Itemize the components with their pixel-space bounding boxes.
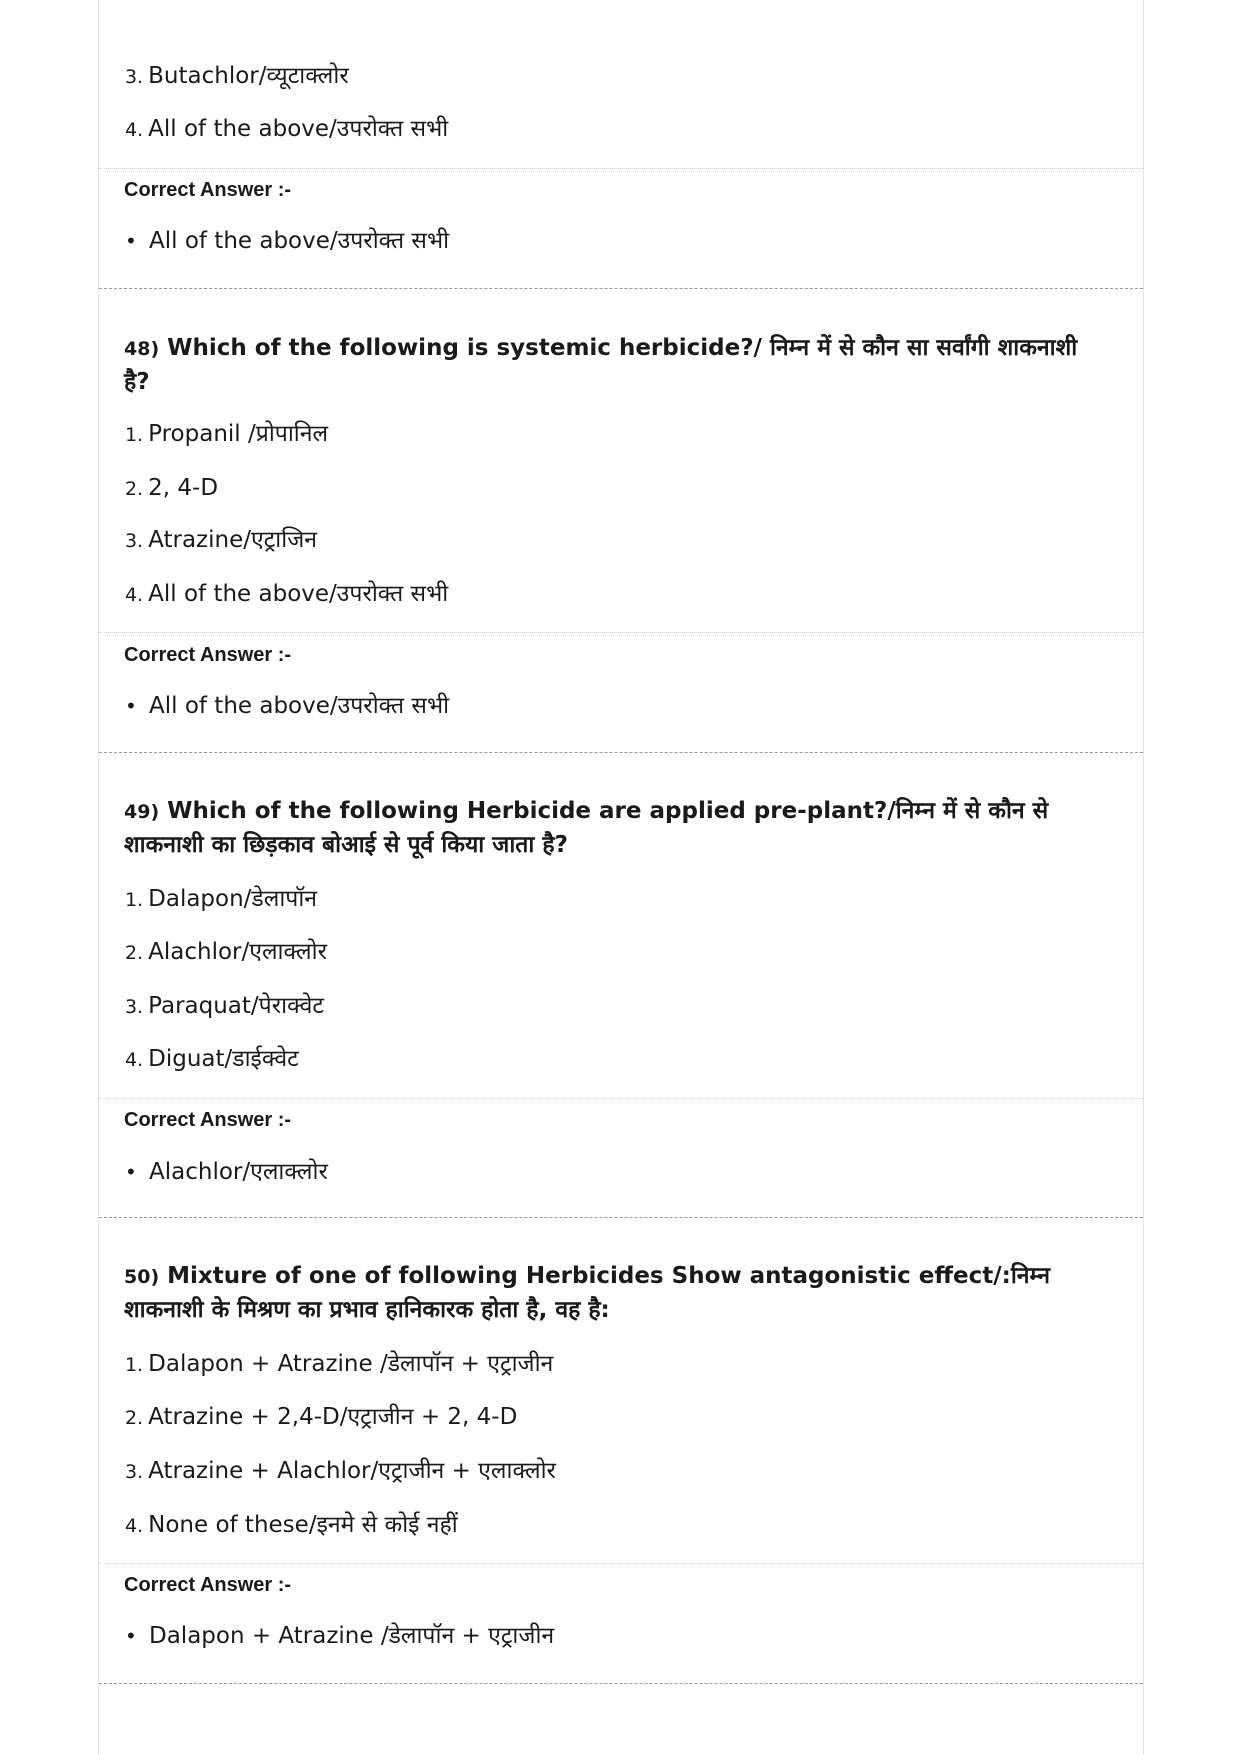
q48-option-4 — [125, 580, 448, 609]
option-text: Butachlor/व्यूटाक्लोर — [148, 63, 349, 89]
option-number: 1. — [125, 1354, 144, 1376]
option-number: 4. — [125, 119, 144, 141]
answer-divider — [99, 168, 1143, 169]
option-number: 2. — [125, 1407, 144, 1429]
question-divider — [99, 1217, 1143, 1218]
option-number: 3. — [125, 66, 144, 88]
q49-option-4 — [125, 1045, 299, 1074]
correct-answer-heading: Correct Answer :- — [124, 1574, 292, 1596]
document-page — [98, 0, 1144, 1755]
option-text: Atrazine/एट्राजिन — [148, 527, 318, 553]
option-text: All of the above/उपरोक्त सभी — [148, 581, 449, 607]
option-number: 4. — [125, 584, 144, 606]
option-number: 1. — [125, 424, 144, 446]
bullet-icon: • — [125, 229, 137, 253]
q49-question — [124, 795, 1104, 862]
answer-text: Dalapon + Atrazine /डेलापॉन + एट्राजीन — [149, 1623, 555, 1649]
answer-divider — [99, 1098, 1143, 1099]
option-text: All of the above/उपरोक्त सभी — [148, 116, 449, 142]
option-number: 3. — [125, 996, 144, 1018]
correct-answer-heading: Correct Answer :- — [124, 179, 292, 201]
option-text: Dalapon + Atrazine /डेलापॉन + एट्राजीन — [148, 1351, 554, 1377]
q49-option-2 — [125, 938, 327, 967]
question-number: 49) — [124, 801, 160, 823]
question-number: 50) — [124, 1266, 160, 1288]
option-number: 3. — [125, 1461, 144, 1483]
option-number: 4. — [125, 1049, 144, 1071]
question-divider — [99, 752, 1143, 753]
q48-correct-answer — [125, 692, 449, 720]
answer-text: Alachlor/एलाक्लोर — [149, 1159, 328, 1185]
answer-divider — [99, 632, 1143, 633]
bullet-icon: • — [125, 1160, 137, 1184]
q50-option-2 — [125, 1403, 517, 1432]
option-number: 2. — [125, 478, 144, 500]
correct-answer-heading: Correct Answer :- — [124, 1109, 292, 1131]
q48-option-1 — [125, 420, 328, 449]
bullet-icon: • — [125, 694, 137, 718]
question-text: Mixture of one of following Herbicides Show antagonistic effect/:निम्न शाकनाशी के मिश्रण का प्रभाव हानिकारक होता है, वह है: — [124, 1263, 1051, 1323]
q49-correct-answer — [125, 1158, 328, 1186]
question-divider — [99, 288, 1143, 289]
correct-answer-heading: Correct Answer :- — [124, 644, 292, 666]
option-text: Atrazine + Alachlor/एट्राजीन + एलाक्लोर — [148, 1458, 556, 1484]
q50-option-3 — [125, 1457, 556, 1486]
option-number: 4. — [125, 1515, 144, 1537]
answer-text: All of the above/उपरोक्त सभी — [149, 228, 450, 254]
q48-option-2 — [125, 474, 218, 503]
option-text: Dalapon/डेलापॉन — [148, 886, 318, 912]
q50-option-4 — [125, 1511, 458, 1540]
q50-question — [124, 1260, 1104, 1327]
q47-option-4 — [125, 115, 448, 144]
option-text: 2, 4-D — [148, 475, 219, 501]
question-divider — [99, 1683, 1143, 1684]
option-number: 3. — [125, 530, 144, 552]
q47-correct-answer — [125, 227, 449, 255]
option-text: Propanil /प्रोपानिल — [148, 421, 329, 447]
q49-option-3 — [125, 992, 324, 1021]
q48-option-3 — [125, 526, 317, 555]
question-text: Which of the following is systemic herbicide?/ निम्न में से कौन सा सर्वांगी शाकनाशी है? — [124, 335, 1078, 395]
option-text: Alachlor/एलाक्लोर — [148, 939, 328, 965]
q50-correct-answer — [125, 1622, 554, 1650]
option-text: None of these/इनमे से कोई नहीं — [148, 1512, 458, 1538]
q49-option-1 — [125, 885, 317, 914]
question-number: 48) — [124, 338, 160, 360]
option-text: Diguat/डाईक्वेट — [148, 1046, 299, 1072]
option-number: 1. — [125, 889, 144, 911]
option-text: Atrazine + 2,4-D/एट्राजीन + 2, 4-D — [148, 1404, 518, 1430]
q47-option-3 — [125, 62, 349, 91]
answer-divider — [99, 1563, 1143, 1564]
question-text: Which of the following Herbicide are applied pre-plant?/निम्न में से कौन से शाकनाशी का छिड़काव बोआई से पूर्व किया जाता है? — [124, 798, 1049, 858]
option-text: Paraquat/पेराक्वेट — [148, 993, 325, 1019]
bullet-icon: • — [125, 1624, 137, 1648]
answer-text: All of the above/उपरोक्त सभी — [149, 693, 450, 719]
q48-question — [124, 332, 1104, 399]
option-number: 2. — [125, 942, 144, 964]
q50-option-1 — [125, 1350, 553, 1379]
